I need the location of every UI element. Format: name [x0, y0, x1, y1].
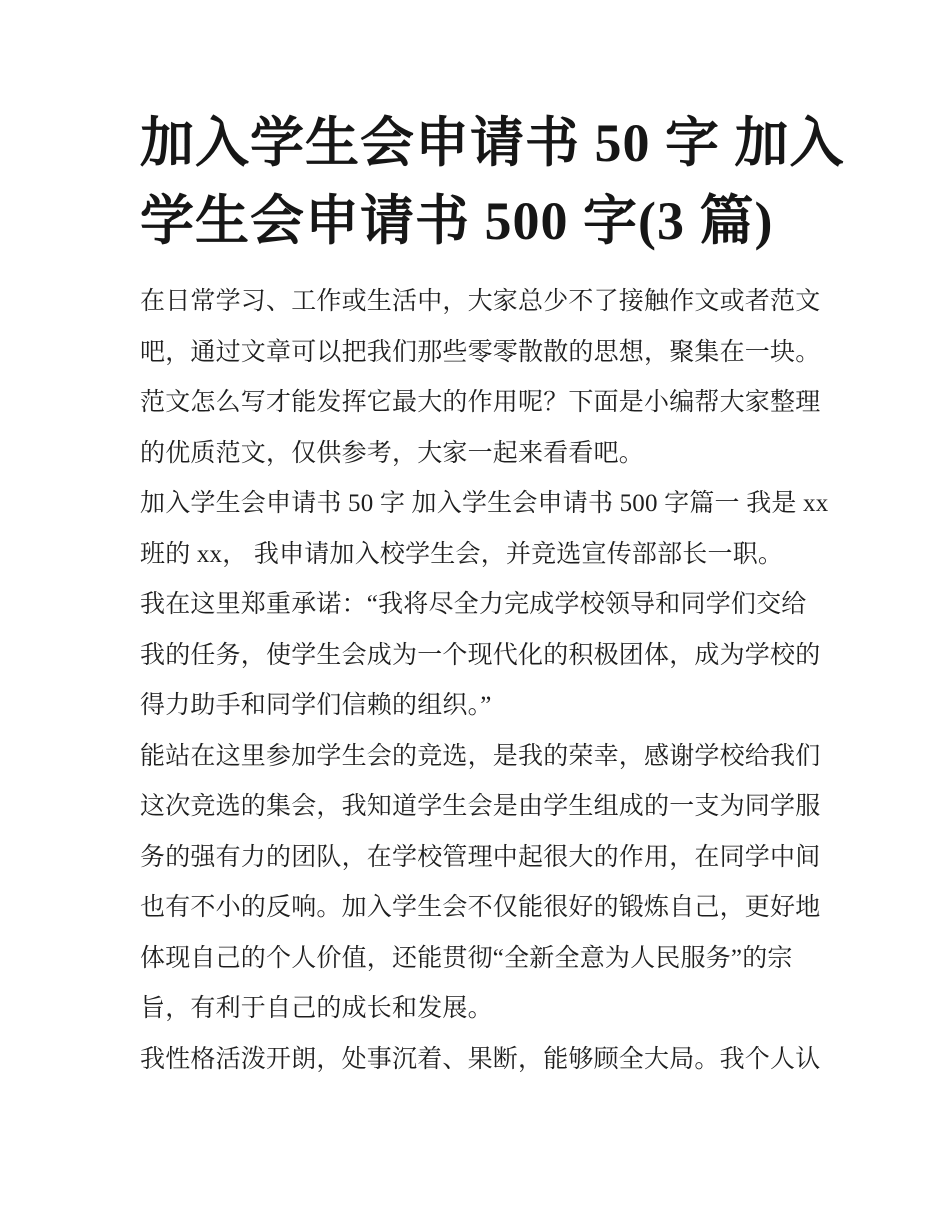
- body-line: 旨，有利于自己的成长和发展。: [140, 995, 493, 1022]
- body-line: 的优质范文，仅供参考，大家一起来看看吧。: [140, 439, 645, 467]
- body-line: 务的强有力的团队，在学校管理中起很大的作用，在同学中间: [140, 843, 821, 871]
- body-line: 得力助手和同学们信赖的组织。”: [140, 692, 492, 719]
- body-line: 在日常学习、工作或生活中，大家总少不了接触作文或者范文: [140, 288, 821, 315]
- body-line: 体现自己的个人价值，还能贯彻“全新全意为人民服务”的宗: [140, 944, 793, 972]
- title-line-1: 加入学生会申请书 50 字 加入: [140, 113, 845, 173]
- body-line: 也有不小的反响。加入学生会不仅能很好的锻炼自己，更好地: [140, 894, 821, 921]
- body-line: 我的任务，使学生会成为一个现代化的积极团体，成为学校的: [140, 641, 821, 669]
- body-line: 我性格活泼开朗，处事沉着、果断，能够顾全大局。我个人认: [140, 1045, 821, 1073]
- body-line: 加入学生会申请书 50 字 加入学生会申请书 500 字篇一 我是 xx: [140, 490, 829, 517]
- title-line-2: 学生会申请书 500 字(3 篇): [140, 191, 774, 251]
- document-title: [140, 104, 845, 260]
- body-line: 吧，通过文章可以把我们那些零零散散的思想，聚集在一块。: [140, 338, 821, 366]
- body-line: 我在这里郑重承诺：“我将尽全力完成学校领导和同学们交给: [140, 591, 807, 618]
- document-body: [140, 277, 830, 1085]
- body-line: 班的 xx， 我申请加入校学生会，并竞选宣传部部长一职。: [140, 540, 784, 568]
- body-line: 范文怎么写才能发挥它最大的作用呢？下面是小编帮大家整理: [140, 389, 821, 416]
- body-line: 这次竞选的集会，我知道学生会是由学生组成的一支为同学服: [140, 793, 821, 820]
- body-line: 能站在这里参加学生会的竞选，是我的荣幸，感谢学校给我们: [140, 742, 821, 770]
